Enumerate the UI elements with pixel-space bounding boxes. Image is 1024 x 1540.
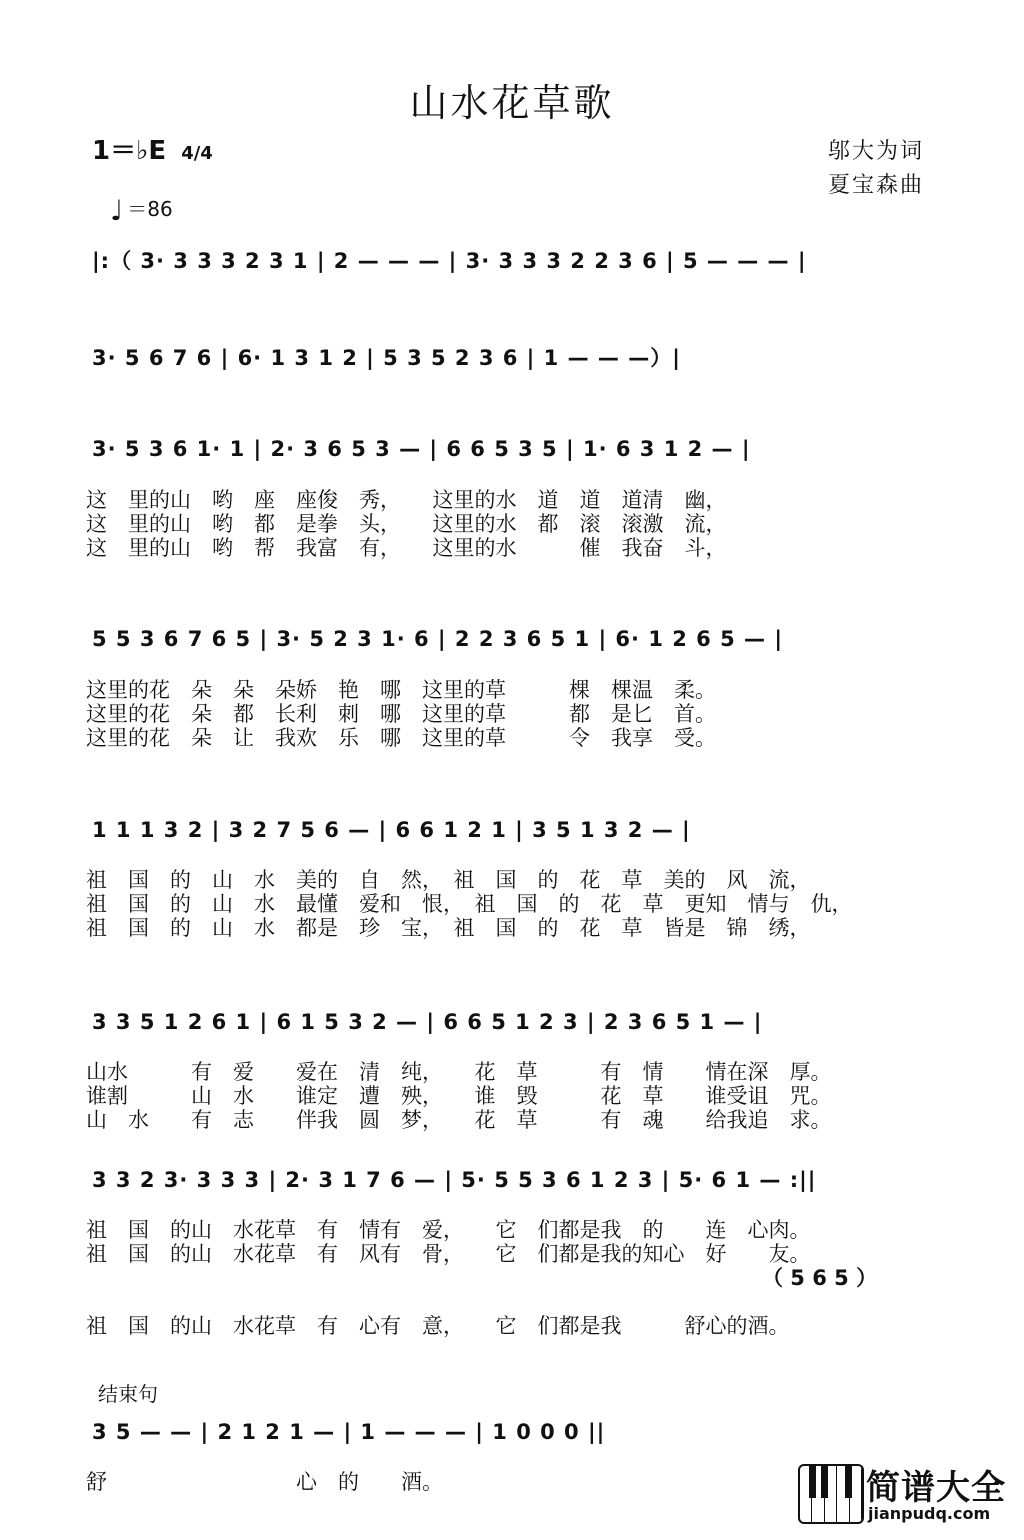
lyric-line: 舒 心 的 酒。 — [86, 1470, 443, 1494]
lyric-line: 祖 国 的 山 水 最懂 爱和 恨， 祖 国 的 花 草 更知 情与 仇， — [86, 892, 853, 916]
lyric-line: 山水 有 爱 爱在 清 纯， 花 草 有 情 情在深 厚。 — [86, 1060, 832, 1084]
piano-keys-icon — [798, 1464, 864, 1524]
score-row-text: 3 3 2 3· 3 3 3 | 2· 3 1 7 6 — | 5· 5 5 3 6 1 2 3 | 5· 6 1 — :|| — [92, 1168, 817, 1192]
score-row-7 — [92, 1168, 942, 1208]
score-row-text: 3· 5 3 6 1· 1 | 2· 3 6 5 3 — | 6 6 5 3 5 | 1· 6 3 1 2 — | — [92, 437, 751, 461]
ending-label: 结束句 — [98, 1382, 158, 1406]
alternate-notes: （ 5 6 5 ） — [762, 1266, 878, 1290]
score-row-text: 3 3 5 1 2 6 1 | 6 1 5 3 2 — | 6 6 5 1 2 3 | 2 3 6 5 1 — | — [92, 1010, 763, 1034]
quarter-note-icon: ♩ — [110, 194, 124, 227]
lyric-line: 祖 国 的 山 水 都是 珍 宝， 祖 国 的 花 草 皆是 锦 绣， — [86, 916, 811, 940]
score-row-5 — [92, 818, 942, 858]
logo-brand: 简谱大全 — [866, 1468, 1006, 1508]
lyric-line: 这里的花 朵 都 长利 刺 哪 这里的草 都 是匕 首。 — [86, 702, 716, 726]
score-row-ending — [92, 1420, 942, 1460]
lyric-line: 谁割 山 水 谁定 遭 殃， 谁 毁 花 草 谁受诅 咒。 — [86, 1084, 832, 1108]
site-logo — [798, 1460, 1018, 1532]
score-row-text: 1 1 1 3 2 | 3 2 7 5 6 — | 6 6 1 2 1 | 3 5 1 3 2 — | — [92, 818, 691, 842]
tempo-marking — [110, 193, 173, 227]
song-title: 山水花草歌 — [409, 81, 615, 125]
key-label: 1＝♭E — [92, 136, 167, 166]
score-row-6 — [92, 1010, 942, 1050]
lyric-line: 这 里的山 哟 帮 我富 有， 这里的水 催 我奋 斗， — [86, 536, 727, 560]
score-row-text: 3 5 — — | 2 1 2 1 — | 1 — — — | 1 0 0 0 || — [92, 1420, 606, 1444]
score-row-2 — [92, 342, 942, 382]
lyric-line: 祖 国 的 山 水 美的 自 然， 祖 国 的 花 草 美的 风 流， — [86, 868, 811, 892]
lyric-line: 这 里的山 哟 都 是拳 头， 这里的水 都 滚 滚激 流， — [86, 512, 727, 536]
lyric-line: 这里的花 朵 朵 朵娇 艳 哪 这里的草 棵 棵温 柔。 — [86, 678, 716, 702]
score-row-text: 5 5 3 6 7 6 5 | 3· 5 2 3 1· 6 | 2 2 3 6 5 1 | 6· 1 2 6 5 — | — [92, 627, 784, 651]
score-row-3 — [92, 437, 942, 477]
lyricist-credit: 邬大为词 — [827, 139, 924, 164]
composer-credit: 夏宝森曲 — [827, 173, 924, 198]
score-row-1 — [92, 245, 942, 285]
score-row-text: |:（ 3· 3 3 3 2 3 1 | 2 — — — | 3· 3 3 3 2 2 3 6 | 5 — — — | — [92, 249, 807, 273]
tempo-value: ＝86 — [127, 197, 173, 221]
score-row-text: 3· 5 6 7 6 | 6· 1 3 1 2 | 5 3 5 2 3 6 | 1 — — —）| — [92, 346, 681, 370]
time-signature: 4/4 — [181, 143, 213, 164]
lyric-line: 山 水 有 志 伴我 圆 梦， 花 草 有 魂 给我追 求。 — [86, 1108, 832, 1132]
lyric-line: 祖 国 的山 水花草 有 心有 意， 它 们都是我 舒心的酒。 — [86, 1314, 790, 1338]
lyric-line: 祖 国 的山 水花草 有 风有 骨， 它 们都是我的知心 好 友。 — [86, 1242, 811, 1266]
lyric-line: 祖 国 的山 水花草 有 情有 爱， 它 们都是我 的 连 心肉。 — [86, 1218, 811, 1242]
score-row-4 — [92, 627, 942, 667]
lyric-line: 这 里的山 哟 座 座俊 秀， 这里的水 道 道 道清 幽， — [86, 488, 727, 512]
key-signature — [92, 130, 213, 167]
logo-url: jianpudq.com — [868, 1504, 991, 1523]
lyric-line: 这里的花 朵 让 我欢 乐 哪 这里的草 令 我享 受。 — [86, 726, 716, 750]
